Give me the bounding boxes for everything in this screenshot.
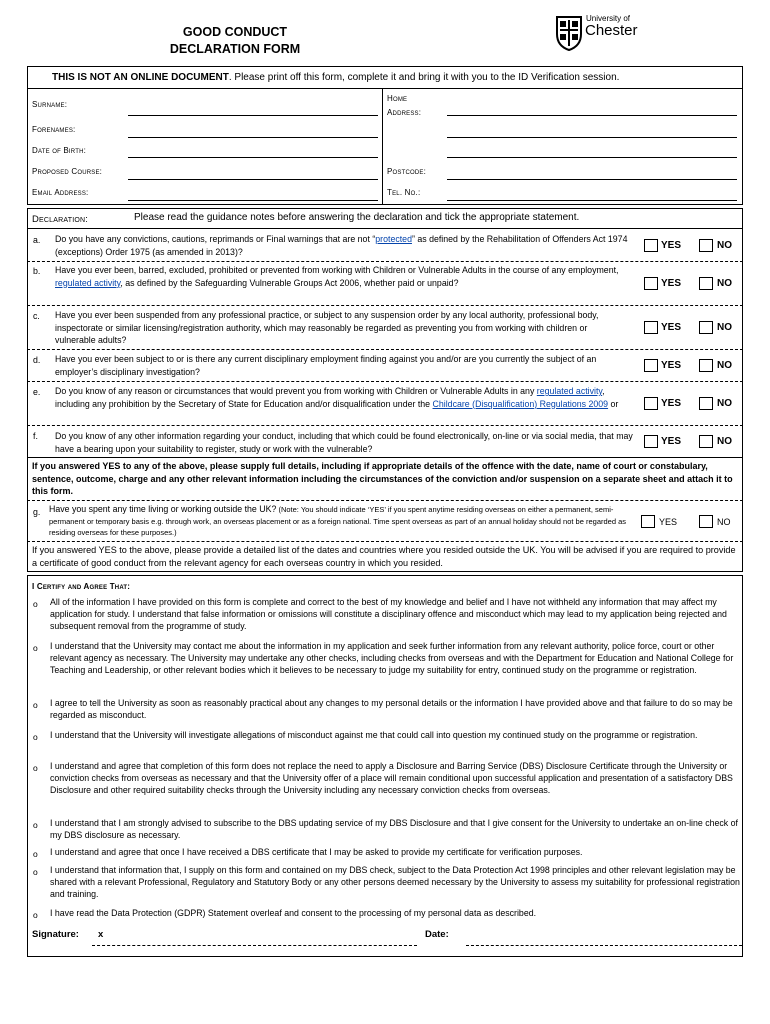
yes-label: YES: [661, 436, 682, 447]
home-address-label-2: Address:: [387, 108, 422, 117]
divider: [27, 541, 743, 542]
bullet-icon: o: [33, 867, 38, 877]
column-divider: [382, 88, 383, 205]
certify-item: All of the information I have provided on this form is complete and correct to the best of my knowledge and belief and I have not withheld any information that may affect my application for study. I understand that false information or omissions will constitute a disciplinary offence and misconduct which may lead to my application being rejected and subsequent removal from the programme of study.: [50, 597, 727, 631]
address-field-2[interactable]: [447, 137, 737, 138]
form-title: [150, 24, 320, 58]
yes-label: YES: [659, 517, 678, 527]
bullet-icon: o: [33, 910, 38, 920]
certify-heading: I Certify and Agree That:: [32, 582, 131, 591]
certify-item: I understand that I am strongly advised to subscribe to the DBS updating service of my DBS Disclosure and that I give consent for the University to undertake an on-line check of my DBS disclosure as necessary.: [50, 818, 738, 840]
no-label: NO: [717, 322, 732, 333]
q-f-no-checkbox[interactable]: [699, 435, 713, 448]
declaration-instruction: Please read the guidance notes before answering the declaration and tick the appropriate statement.: [134, 212, 580, 223]
certify-item: I understand that the University will investigate allegations of misconduct against me that could call into question my continued study on the programme or registration.: [50, 730, 698, 740]
q-b-yes-checkbox[interactable]: [644, 277, 658, 290]
no-label: NO: [717, 278, 732, 289]
forenames-label: Forenames:: [32, 125, 76, 134]
q-a-no-checkbox[interactable]: [699, 239, 713, 252]
bullet-icon: o: [33, 700, 38, 710]
question-letter: g.: [33, 507, 41, 517]
question-letter: d.: [33, 355, 41, 365]
question-letter: c.: [33, 311, 40, 321]
signature-label: Signature:: [32, 929, 79, 940]
no-label: NO: [717, 360, 732, 371]
bullet-icon: o: [33, 820, 38, 830]
question-text: Have you ever been, barred, excluded, prohibited or prevented from working with Children or Vulnerable Adults in the course of any employment,: [55, 265, 619, 275]
childcare-regulations-link[interactable]: Childcare (Disqualification) Regulations 2009: [432, 398, 609, 409]
yes-label: YES: [661, 278, 682, 289]
certify-item: I understand that information that, I supply on this form and contained on my DBS check, subject to the Data Protection Act 1998 principles and other relevant legislation may be shared with a relevant Professional, Regulatory and Statutory Body or any other persons deemed necessary by the University to assess my suitability for professional registration and training.: [50, 865, 740, 899]
question-letter: f.: [33, 431, 38, 441]
yes-label: YES: [661, 360, 682, 371]
bullet-icon: o: [33, 763, 38, 773]
question-text: Do you have any convictions, cautions, reprimands or Final warnings that are not “: [55, 234, 376, 244]
question-g: [49, 504, 634, 539]
no-label: NO: [717, 240, 732, 251]
regulated-activity-link[interactable]: regulated activity: [536, 386, 603, 396]
divider: [27, 500, 743, 501]
divider: [27, 261, 743, 262]
date-field[interactable]: [466, 945, 742, 946]
question-e: [55, 385, 635, 410]
question-c: Have you ever been suspended from any professional practice, or subject to any suspension order by any local authority, professional body, inspectorate or similar licensing/registration authority, which may reasonably be regarded as preventing you from working with children or vulnerable adults?: [55, 310, 599, 346]
bullet-icon: o: [33, 849, 38, 859]
divider: [27, 228, 743, 229]
bullet-icon: o: [33, 599, 38, 609]
bullet-icon: o: [33, 732, 38, 742]
q-e-no-checkbox[interactable]: [699, 397, 713, 410]
q-a-yes-checkbox[interactable]: [644, 239, 658, 252]
q-d-yes-checkbox[interactable]: [644, 359, 658, 372]
certify-item: I have read the Data Protection (GDPR) Statement overleaf and consent to the processing of my personal data as described.: [50, 908, 537, 918]
question-d: Have you ever been subject to or is there any current disciplinary employment finding against you and/or are you currently the subject of an employer’s disciplinary investigation?: [55, 354, 597, 377]
dob-label: Date of Birth:: [32, 146, 87, 155]
title-line-1: GOOD CONDUCT: [182, 25, 288, 39]
postcode-field[interactable]: [447, 179, 737, 180]
question-text: , including any prohibition by the Secretary of State for Education and/or disqualification under the: [55, 386, 605, 409]
postcode-label: Postcode:: [387, 167, 427, 176]
no-label: NO: [717, 398, 732, 409]
question-text: Do you know of any reason or circumstances that would prevent you from working with Children or Vulnerable Adults in any: [55, 386, 537, 396]
declaration-label: Declaration:: [32, 214, 89, 225]
home-address-label-1: Home: [387, 94, 408, 103]
yes-label: YES: [661, 398, 682, 409]
q-e-yes-checkbox[interactable]: [644, 397, 658, 410]
course-label: Proposed Course:: [32, 167, 103, 176]
yes-label: YES: [661, 322, 682, 333]
question-f: Do you know of any other information regarding your conduct, including that which could be found electronically, on-line or via social media, that may have a bearing upon your suitability to register, study or work with the vulnerable?: [55, 431, 633, 454]
no-label: NO: [717, 436, 732, 447]
question-letter: a.: [33, 235, 41, 245]
divider: [27, 88, 743, 89]
question-text: Have you spent any time living or working outside the UK?: [49, 504, 277, 514]
no-label: NO: [717, 517, 731, 527]
email-label: Email Address:: [32, 188, 89, 197]
notice-rest: . Please print off this form, complete it and bring it with you to the ID Verification session.: [228, 72, 620, 83]
divider: [27, 425, 743, 426]
forenames-field[interactable]: [128, 137, 378, 138]
notice-bold: THIS IS NOT AN ONLINE DOCUMENT: [52, 72, 229, 83]
certify-item: I understand and agree that once I have received a DBS certificate that I may be asked to provide my certificate for verification purposes.: [50, 847, 583, 857]
question-text: , as defined by the Safeguarding Vulnerable Groups Act 2006, whether paid or unpaid?: [120, 277, 459, 288]
title-line-2: DECLARATION FORM: [169, 42, 301, 56]
q-g-no-checkbox[interactable]: [699, 515, 713, 528]
tel-field[interactable]: [447, 200, 737, 201]
question-letter: b.: [33, 266, 41, 276]
question-note: (Note: You should indicate ‘YES’ if you spent anytime residing overseas on either a permanent, semi-permanent or temporary basis e.g. through work, an overseas placement or as a foreign national. Time spent overseas as part of an annual holiday should not be regarded as residing overseas for these purposes.): [49, 505, 627, 537]
question-text: ” as defined by the Rehabilitation of Offenders Act 1974 (exceptions) Order 1975 (as amended in 2013)?: [55, 234, 628, 257]
certify-item: I understand and agree that completion of this form does not replace the need to apply a Disclosure and Barring Service (DBS) Disclosure Certificate through the University or conviction checks from overseas as necessary and that the University offer of a place will remain conditional upon successful application and presentation of a satisfactory DBS Disclosure and other required suitability checks through the University including any necessary conviction checks from overseas.: [50, 761, 733, 795]
surname-label: Surname:: [32, 100, 68, 109]
not-online-notice: [52, 72, 619, 83]
protected-link[interactable]: protected: [375, 234, 412, 244]
dob-field[interactable]: [128, 157, 378, 158]
address-field-1[interactable]: [447, 115, 737, 116]
yes-label: YES: [661, 240, 682, 251]
university-crest-icon: [554, 14, 584, 52]
logo-text-chester: Chester: [585, 22, 638, 39]
course-field[interactable]: [128, 179, 378, 180]
divider: [27, 305, 743, 306]
email-field[interactable]: [128, 200, 378, 201]
q-d-no-checkbox[interactable]: [699, 359, 713, 372]
divider: [27, 381, 743, 382]
address-field-3[interactable]: [447, 157, 737, 158]
certify-item: I understand that the University may contact me about the information in my application and seek further information from any relevant authority, police force, court or other relevant agency as necessary. The University may undertake any other checks, including checks from overseas and with the Department for Education and National College for Teaching and Leadership, or other relevant bodies which it believes to be necessary to judge my suitability for entry, continued study on the programme or registration.: [50, 641, 734, 675]
tel-label: Tel. No.:: [387, 188, 421, 197]
q-c-no-checkbox[interactable]: [699, 321, 713, 334]
signature-field[interactable]: [92, 945, 417, 946]
personal-details-box: [27, 66, 743, 205]
divider: [27, 349, 743, 350]
details-note: If you answered YES to any of the above, please supply full details, including if appropriate details of the offence with the date, name of court or constabulary, sentence, outcome, charge and any other relevant information including the circumstances of the conviction and/or suspension on a separate sheet and attach it to this form.: [32, 461, 733, 496]
q-b-no-checkbox[interactable]: [699, 277, 713, 290]
divider: [27, 457, 743, 458]
question-a: [55, 233, 630, 258]
q-g-yes-checkbox[interactable]: [641, 515, 655, 528]
question-b: [55, 264, 630, 289]
q-f-yes-checkbox[interactable]: [644, 435, 658, 448]
signature-x: x: [98, 929, 104, 940]
q-c-yes-checkbox[interactable]: [644, 321, 658, 334]
question-text: or: [608, 398, 619, 409]
regulated-activity-link[interactable]: regulated activity: [55, 277, 121, 288]
surname-field[interactable]: [128, 115, 378, 116]
overseas-followup: If you answered YES to the above, please provide a detailed list of the dates and countries where you resided outside the UK. You will be advised if you are required to provide a certificate of good conduct from the relevant agency for each overseas country in which you resided.: [32, 545, 736, 568]
certify-item: I agree to tell the University as soon as reasonably practical about any changes to my personal details or the information I have provided above and that failure to do so may be regarded as misconduct.: [50, 698, 733, 720]
question-letter: e.: [33, 387, 41, 397]
logo-text-university: University of: [586, 14, 631, 23]
date-label: Date:: [425, 929, 449, 940]
bullet-icon: o: [33, 643, 38, 653]
